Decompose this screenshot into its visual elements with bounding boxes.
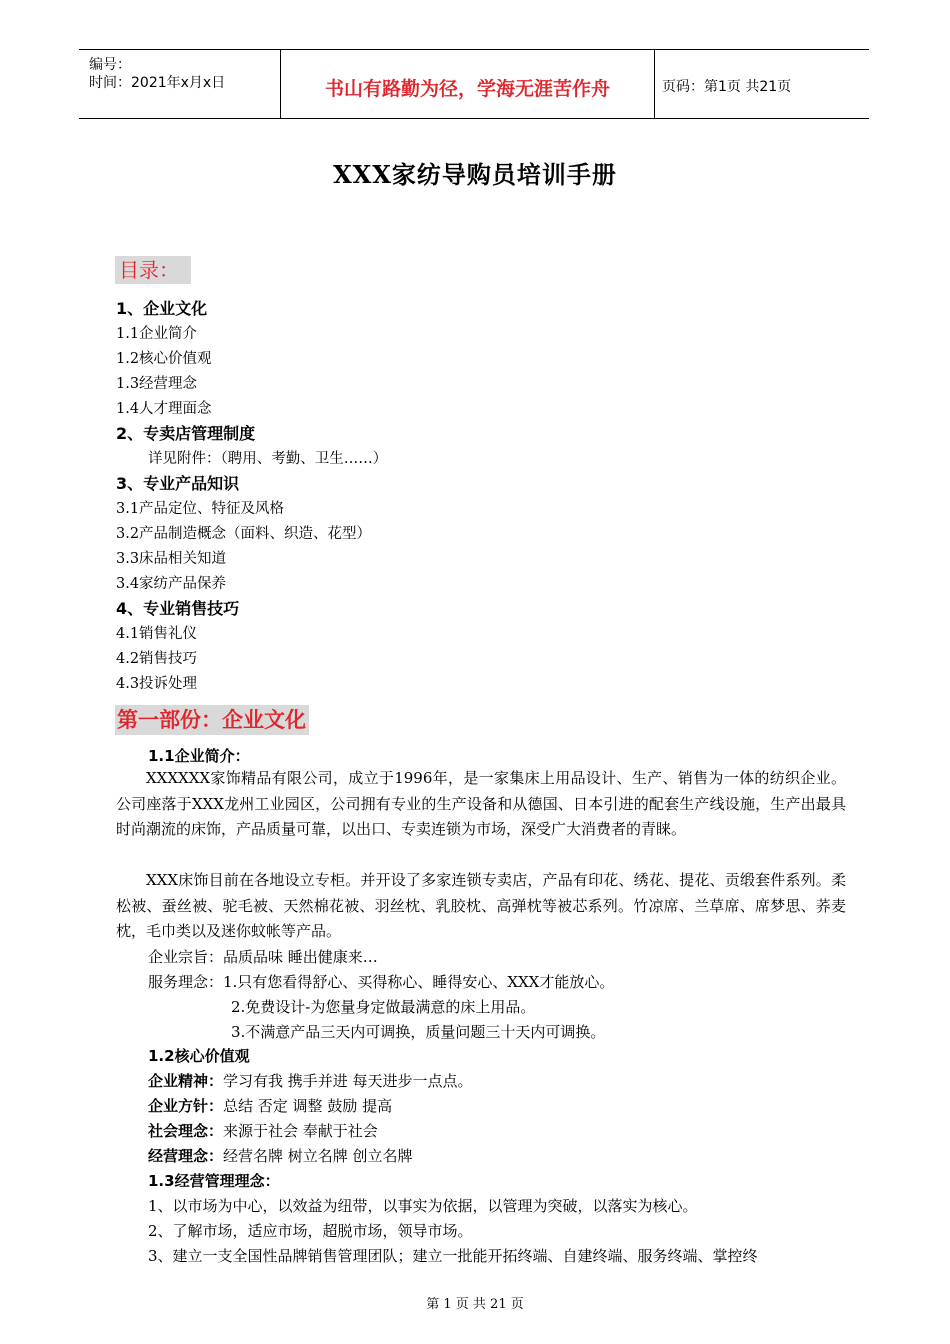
paragraph xyxy=(116,868,846,945)
toc-item: 3.3床品相关知道 xyxy=(116,551,227,567)
list-item: 3、建立一支全国性品牌销售管理团队；建立一批能开拓终端、自建终端、服务终端、掌控终 xyxy=(148,1247,758,1265)
service-line: 2.免费设计-为您量身定做最满意的床上用品。 xyxy=(231,998,536,1016)
toc-item: 4.2销售技巧 xyxy=(116,651,198,667)
part-heading: 第一部份：企业文化 xyxy=(115,705,309,735)
value-line xyxy=(148,1095,392,1116)
header-meta-cell xyxy=(79,50,279,118)
toc-item: 1.2核心价值观 xyxy=(116,351,212,367)
value-text: 学习有我 携手并进 每天进步一点点。 xyxy=(223,1072,473,1090)
toc-item: 4、专业销售技巧 xyxy=(116,599,240,618)
list-item: 2、了解市场，适应市场，超脱市场，领导市场。 xyxy=(148,1222,473,1240)
section-title: 1.1企业简介： xyxy=(148,747,250,765)
toc-item: 2、专卖店管理制度 xyxy=(116,424,256,443)
paragraph-text: XXX床饰目前在各地设立专柜。并开设了多家连锁专卖店，产品有印花、绣花、提花、贡缎套件系列。柔松被、蚕丝被、驼毛被、天然棉花被、羽丝枕、乳胶枕、高弹枕等被芯系列。竹凉席、兰草席、席梦思、荞麦枕，毛巾类以及迷你蚊帐等产品。 xyxy=(116,871,846,940)
paragraph xyxy=(116,766,846,843)
service-line: 3.不满意产品三天内可调换，质量问题三十天内可调换。 xyxy=(231,1023,606,1041)
document-title: XXX家纺导购员培训手册 xyxy=(333,160,617,189)
section-title: 1.2核心价值观 xyxy=(148,1047,250,1065)
value-text: 来源于社会 奉献于社会 xyxy=(223,1122,378,1140)
service-line: 服务理念：1.只有您看得舒心、买得称心、睡得安心、XXX才能放心。 xyxy=(148,973,615,991)
value-line xyxy=(148,1145,413,1166)
toc-item: 3.2产品制造概念（面料、织造、花型） xyxy=(116,526,372,542)
header-motto: 书山有路勤为径，学海无涯苦作舟 xyxy=(324,78,610,100)
value-line xyxy=(148,1120,378,1141)
header-page-label: 页码：第1页 共21页 xyxy=(662,79,792,95)
toc-item: 4.3投诉处理 xyxy=(116,676,198,692)
toc-item: 1、企业文化 xyxy=(116,299,208,318)
tenet-line: 企业宗旨：品质品味 睡出健康来… xyxy=(148,948,378,966)
header-time-label: 时间：2021年x月x日 xyxy=(89,75,226,91)
value-text: 总结 否定 调整 鼓励 提高 xyxy=(223,1097,393,1115)
toc-item: 3.4家纺产品保养 xyxy=(116,576,227,592)
value-line xyxy=(148,1070,473,1091)
toc-item: 3.1产品定位、特征及风格 xyxy=(116,501,285,517)
toc-item: 4.1销售礼仪 xyxy=(116,626,198,642)
value-key: 企业精神： xyxy=(148,1072,224,1090)
toc-item: 3、专业产品知识 xyxy=(116,474,240,493)
value-key: 社会理念： xyxy=(148,1122,224,1140)
header-page-cell xyxy=(654,50,869,118)
toc-item: 1.4人才理面念 xyxy=(116,401,212,417)
value-text: 经营名牌 树立名牌 创立名牌 xyxy=(223,1147,413,1165)
value-key: 企业方针： xyxy=(148,1097,224,1115)
list-item: 1、以市场为中心，以效益为纽带，以事实为依据，以管理为突破，以落实为核心。 xyxy=(148,1197,698,1215)
paragraph-text: XXXXXX家饰精品有限公司，成立于1996年，是一家集床上用品设计、生产、销售为一体的纺织企业。公司座落于XXX龙州工业园区，公司拥有专业的生产设备和从德国、日本引进的配套生产线设施，生产出最具时尚潮流的床饰，产品质量可靠，以出口、专卖连锁为市场，深受广大消费者的青睐。 xyxy=(116,769,846,838)
page-header xyxy=(79,49,869,119)
section-title: 1.3经营管理理念： xyxy=(148,1172,280,1190)
toc-item: 详见附件：（聘用、考勤、卫生……） xyxy=(148,451,388,467)
toc-item: 1.3经营理念 xyxy=(116,376,198,392)
header-motto-cell xyxy=(280,50,655,118)
header-number-label: 编号： xyxy=(89,57,131,73)
page-footer: 第 1 页 共 21 页 xyxy=(426,1297,524,1312)
toc-item: 1.1企业简介 xyxy=(116,326,198,342)
value-key: 经营理念： xyxy=(148,1147,224,1165)
toc-heading: 目录： xyxy=(115,256,191,284)
